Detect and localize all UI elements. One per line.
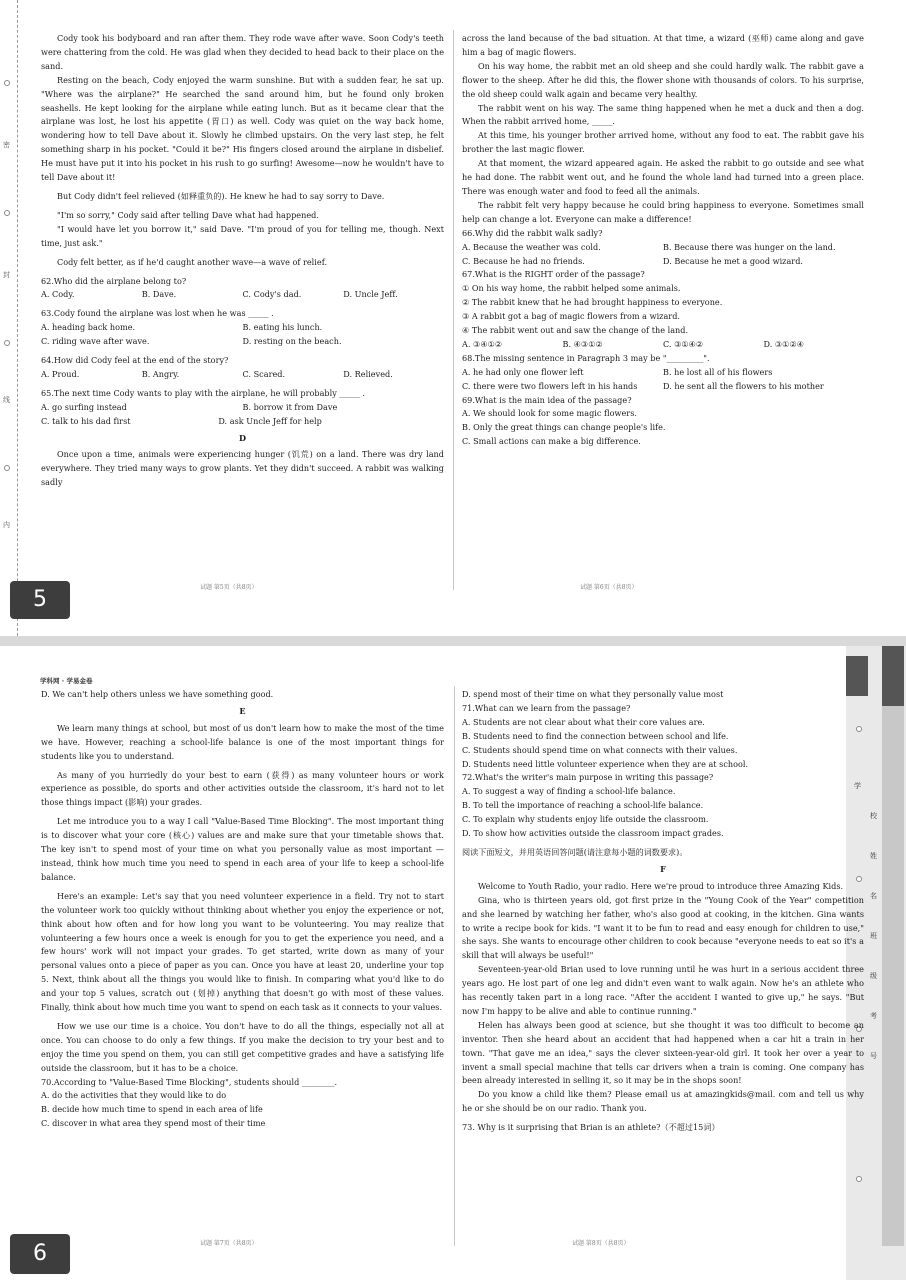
passage-paragraph: At this time, his younger brother arrived home, without any food to eat. The rabbit gave his brother the last magic flower. [462, 130, 864, 155]
binding-char: 密 [3, 141, 10, 149]
strip-char: 学 [854, 782, 861, 790]
page5-right-column [462, 32, 864, 449]
exam-sheet-pages-5-6 [0, 0, 906, 636]
option: A. Cody. [41, 289, 75, 300]
section-heading-f: F [660, 863, 666, 874]
page6-left-column [41, 688, 444, 1131]
passage-paragraph: Here's an example: Let's say that you need volunteer experience in a field. Try not to start the volunteer work too quickly without thinking about whether you enjoy the experience or not, think about how often and for how long you want to be volunteering. You may realize that volunteering a few hours once a week is enough for you to get the experience you need, and a few hours' work will not impact your grades. To get started, write down as many of your personal values onto a piece of paper as you can. Once you have at least 20, underline your top 5. Next, think about all the things you would like to finish. In comparing what you'd like to do and your top 5 values, scratch out (划掉) anything that doesn't go with most of these values. Finally, think about how much time you want to spend on each task as it connects to your values. [41, 890, 444, 1013]
options-68-row2 [462, 380, 864, 394]
passage-paragraph: Cody felt better, as if he'd caught another wave—a wave of relief. [57, 256, 328, 267]
option: B. ④③①② [562, 338, 603, 349]
column-divider [454, 686, 455, 1246]
strip-block [882, 646, 904, 706]
options-65 [41, 401, 444, 415]
option: D. Because he met a good wizard. [663, 255, 803, 266]
page-footer: 试题 第6页（共8页） [580, 584, 638, 591]
option: D. Uncle Jeff. [343, 289, 398, 300]
option: A. To suggest a way of finding a school-life balance. [462, 786, 676, 797]
section-heading-d: D [238, 432, 247, 443]
question-66: 66.Why did the rabbit walk sadly? [462, 227, 603, 238]
option: D. ask Uncle Jeff for help [218, 415, 322, 426]
page-footer: 试题 第5页（共8页） [200, 584, 258, 591]
option: B. borrow it from Dave [242, 401, 338, 412]
passage-paragraph: On his way home, the rabbit met an old sheep and she could hardly walk. The rabbit gave a flower to the sheep. After he did this, the flower shone with thousands of colors. To his surprise, the old sheep could walk again and became very healthy. [462, 60, 864, 99]
page5-left-column [41, 32, 444, 490]
option: C. Cody's dad. [242, 289, 302, 300]
strip-char: 班 [870, 932, 877, 940]
option: C. Students should spend time on what connects with their values. [462, 744, 738, 755]
section-heading-e: E [239, 705, 246, 716]
column-divider [453, 30, 454, 590]
options-62 [41, 288, 444, 302]
question-69: 69.What is the main idea of the passage? [462, 394, 632, 405]
strip-char: 号 [870, 1052, 877, 1060]
option: B. Dave. [141, 289, 177, 300]
order-item: ③ A rabbit got a bag of magic flowers from a wizard. [462, 311, 680, 322]
passage-paragraph: "I would have let you borrow it," said Dave. "I'm proud of you for telling me, though. Next time, just ask." [41, 223, 444, 248]
option: A. go surfing instead [41, 401, 127, 412]
option: C. ③①④② [663, 338, 704, 349]
option: C. Small actions can make a big difference. [462, 436, 641, 447]
option: C. To explain why students enjoy life outside the classroom. [462, 814, 709, 825]
option: B. decide how much time to spend in each area of life [41, 1104, 263, 1115]
option: A. Students are not clear about what their core values are. [462, 716, 705, 727]
passage-paragraph: Helen has always been good at science, but she thought it was too difficult to become an inventor. Then she heard about an accident that had happened when a car hit a train in her town. "That gave me an idea," says the clever sixteen-year-old girl. It took her over a year to invent a small special machine that tells car drivers when a train is coming. One company has been already interested in selling it, so it may be in the shops soon! [462, 1019, 864, 1086]
binding-char: 内 [3, 521, 10, 529]
option: A. Because the weather was cold. [462, 241, 601, 252]
question-65: 65.The next time Cody wants to play with the airplane, he will probably _____ . [41, 387, 365, 398]
strip-char: 级 [870, 972, 877, 980]
section-instruction: 阅读下面短文，并用英语回答问题(请注意每小题的词数要求)。 [462, 846, 688, 857]
option: D. We can't help others unless we have something good. [41, 689, 274, 699]
passage-paragraph: Once upon a time, animals were experiencing hunger (饥荒) on a land. There was dry land everywhere. They tried many ways to grow plants. Yet they didn't succeed. A rabbit was walking sadly [41, 449, 444, 488]
option: D. spend most of their time on what they personally value most [462, 689, 724, 699]
option: C. Because he had no friends. [462, 255, 585, 266]
question-64: 64.How did Cody feel at the end of the story? [41, 355, 229, 366]
passage-paragraph: The rabbit felt very happy because he could bring happiness to everyone. Sometimes small help can change a lot. Everyone can make a difference! [462, 199, 864, 224]
page-footer: 试题 第7页（共8页） [200, 1240, 258, 1247]
options-66-row2 [462, 255, 864, 269]
option: C. riding wave after wave. [41, 336, 150, 347]
page-footer: 试题 第8页（共8页） [572, 1240, 630, 1247]
question-72: 72.What's the writer's main purpose in writing this passage? [462, 772, 714, 783]
page-gap [0, 636, 906, 646]
exam-sheet-pages-7-8 [0, 646, 906, 1280]
option: B. he lost all of his flowers [663, 366, 773, 377]
passage-paragraph: "I'm so sorry," Cody said after telling Dave what had happened. [57, 209, 319, 220]
binding-hole [4, 210, 10, 216]
option: A. heading back home. [41, 322, 136, 333]
option: A. do the activities that they would like to do [41, 1090, 227, 1101]
option: A. ③④①② [462, 338, 503, 349]
passage-paragraph: Do you know a child like them? Please email us at amazingkids@mail. com and tell us why he or she should be on our radio. Thank you. [462, 1089, 864, 1114]
strip-char: 姓 [870, 852, 877, 860]
passage-paragraph: across the land because of the bad situation. At that time, a wizard (巫师) came along and gave him a bag of magic flowers. [462, 33, 864, 57]
passage-paragraph: But Cody didn't feel relieved (如释重负的). He knew he had to say sorry to Dave. [57, 190, 385, 201]
option: A. We should look for some magic flowers. [462, 408, 637, 419]
strip-char: 名 [870, 892, 877, 900]
option: D. Students need little volunteer experience when they are at school. [462, 758, 749, 769]
passage-paragraph: How we use our time is a choice. You don't have to do all the things, especially not all at once. You can choose to do only a few things. If you make the decision to try your best and to enjoy the time you spend on them, you can still get competitive grades and have a satisfying life outside the classroom, but it has to be a choice. [41, 1020, 444, 1073]
binding-hole [4, 340, 10, 346]
option: D. Relieved. [343, 368, 393, 379]
options-67 [462, 338, 864, 352]
question-67: 67.What is the RIGHT order of the passage? [462, 269, 645, 280]
option: B. eating his lunch. [242, 322, 323, 333]
passage-paragraph: The rabbit went on his way. The same thing happened when he met a duck and then a dog. When the rabbit arrived home, _____. [462, 102, 864, 127]
options-63 [41, 321, 444, 335]
option: B. Only the great things can change people's life. [462, 422, 666, 433]
question-63: 63.Cody found the airplane was lost when he was _____ . [41, 308, 274, 319]
order-item: ② The rabbit knew that he had brought happiness to everyone. [462, 297, 723, 308]
option: C. talk to his dad first [41, 415, 131, 426]
passage-paragraph: Let me introduce you to a way I call "Value-Based Time Blocking". The most important thing is to discover what your core (核心) values are and make sure that your timetable shows that. The key isn't to spend most of your time on what you personally value as most important — instead, think how much time you need to spend in each area of your life to keep a school-life balance. [41, 816, 444, 882]
binding-char: 封 [3, 271, 10, 279]
strip-rail [882, 666, 904, 1246]
order-item: ④ The rabbit went out and saw the change of the land. [462, 325, 689, 336]
option: C. there were two flowers left in his hands [462, 380, 638, 391]
question-68: 68.The missing sentence in Paragraph 3 may be "_________". [462, 352, 710, 363]
option: D. ③①②④ [763, 338, 805, 349]
option: C. Scared. [242, 368, 286, 379]
option: B. To tell the importance of reaching a school-life balance. [462, 800, 704, 811]
publisher-logo: 学科网 · 学易金卷 [40, 677, 93, 685]
question-62: 62.Who did the airplane belong to? [41, 275, 187, 286]
binding-margin-left [4, 0, 18, 636]
passage-paragraph: Resting on the beach, Cody enjoyed the warm sunshine. But with a sudden fear, he sat up. "Where was the airplane?" He searched the sand around him, but he found only broken seashells. He kept looking for the airplane while eating lunch. But as it became clear that the airplane was lost, he lost his appetite (胃口) as well. Cody was quiet on the way back home, wondering how to tell Dave about it. Slowly he climbed upstairs. On the very last step, he felt something sharp in his pocket. "Could it be?" His fingers closed around the airplane in disbelief. He must have put it into his pocket in his rush to go surfing! Awesome—now he wouldn't have to tell Dave about it! [41, 74, 444, 183]
option: A. Proud. [41, 368, 80, 379]
passage-paragraph: As many of you hurriedly do your best to earn (获得) as many volunteer hours or work experience as possible, do sports and other activities outside the classroom, it's hard not to let those things impact (影响) your grades. [41, 769, 444, 808]
options-65-row2 [41, 415, 444, 429]
option: C. discover in what area they spend most of their time [41, 1118, 266, 1129]
option: D. resting on the beach. [242, 336, 342, 347]
strip-char: 校 [870, 812, 877, 820]
option: D. To show how activities outside the classroom impact grades. [462, 828, 724, 839]
question-71: 71.What can we learn from the passage? [462, 702, 631, 713]
passage-paragraph: Cody took his bodyboard and ran after them. They rode wave after wave. Soon Cody's teeth were chattering from the cold. He was glad when they decided to head back to their place on the sand. [41, 33, 444, 71]
options-64 [41, 368, 444, 382]
option: A. he had only one flower left [462, 366, 584, 377]
option: D. he sent all the flowers to his mother [663, 380, 824, 391]
order-item: ① On his way home, the rabbit helped some animals. [462, 283, 681, 294]
page-number-badge: 5 [10, 581, 70, 619]
option: B. Because there was hunger on the land. [663, 241, 836, 252]
binding-hole [4, 465, 10, 471]
options-68 [462, 366, 864, 380]
option: B. Angry. [141, 368, 180, 379]
page-number-badge: 6 [10, 1234, 70, 1274]
strip-char: 考 [870, 1012, 877, 1020]
passage-paragraph: At that moment, the wizard appeared again. He asked the rabbit to go outside and see what he had done. The rabbit went out, and he found the whole land had turned into a green place. There was enough water and food to feed all the animals. [462, 158, 864, 196]
passage-paragraph: Seventeen-year-old Brian used to love running until he was hurt in a serious accident three years ago. He lost part of one leg and didn't even want to walk again. Now he's an athlete who has recently taken part in a long race. "After the accident I wanted to give up," he says. "But now I'm happy to be alive and able to continue running." [462, 964, 864, 1016]
binding-hole [856, 1176, 862, 1182]
passage-paragraph: Gina, who is thirteen years old, got first prize in the "Young Cook of the Year" competition and she learned by watching her father, who's also good at cooking, in the kitchen. Gina wants to write a recipe book for kids. "I want it to be fun to read and easy enough for children to use," she says. She wants to encourage other children to cook because "everyone needs to eat so it's a skill that will always be useful!" [462, 894, 864, 961]
question-73: 73. Why is it surprising that Brian is an athlete?（不超过15词） [462, 1122, 720, 1133]
binding-hole [4, 80, 10, 86]
passage-paragraph: Welcome to Youth Radio, your radio. Here we're proud to introduce three Amazing Kids. [478, 880, 844, 891]
question-70: 70.According to "Value-Based Time Blocking", students should ________. [41, 1076, 338, 1087]
options-63-row2 [41, 335, 444, 349]
option: B. Students need to find the connection between school and life. [462, 730, 729, 741]
options-66 [462, 241, 864, 255]
binding-char: 线 [3, 396, 10, 404]
passage-paragraph: We learn many things at school, but most of us don't learn how to make the most of the time we have. However, reaching a school-life balance is one of the most important things for students like you to understand. [41, 722, 444, 761]
page6-right-column [462, 688, 864, 1135]
